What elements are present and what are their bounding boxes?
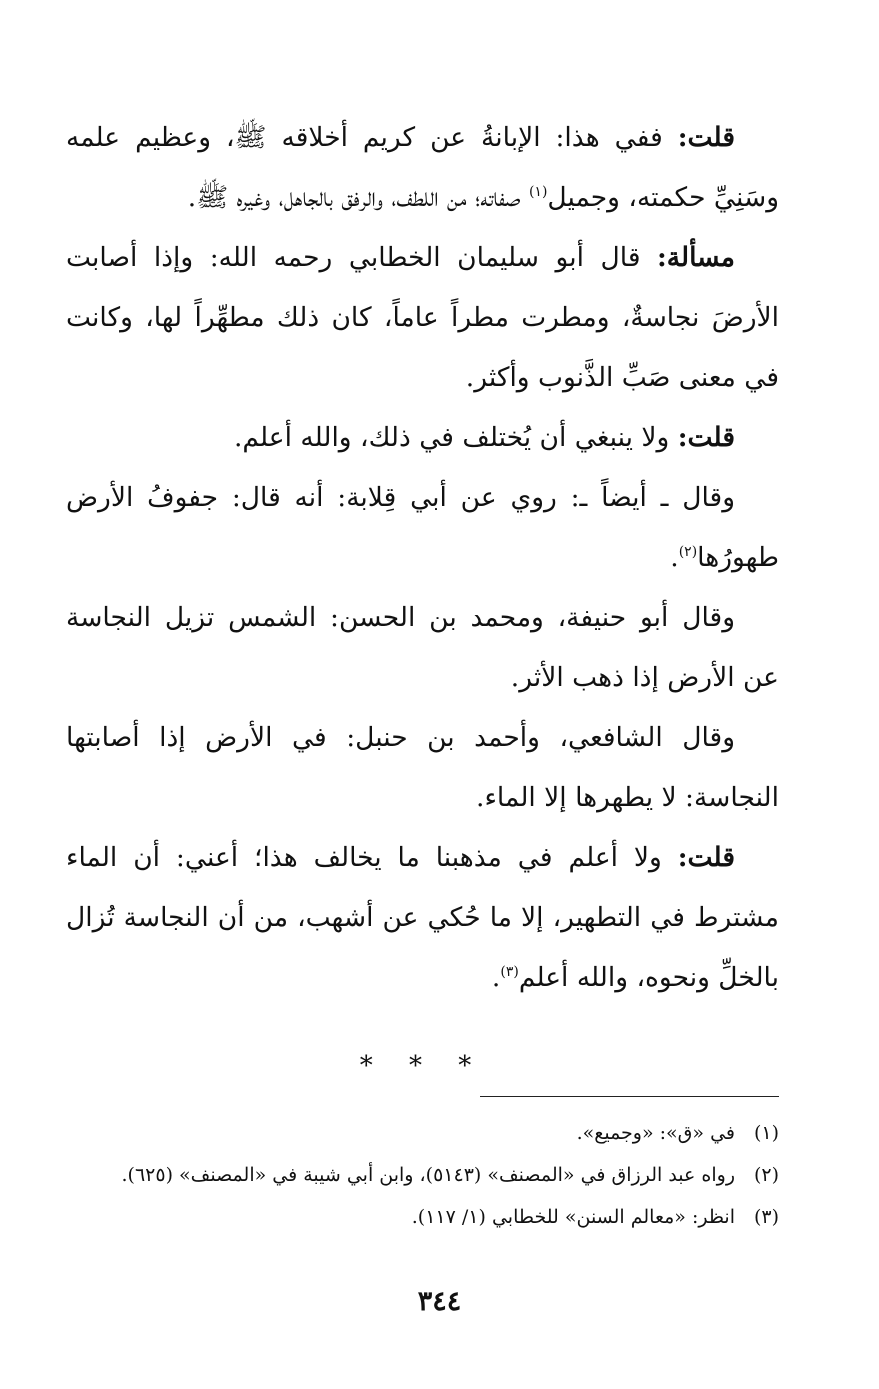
paragraph-text: ولا أعلم في مذهبنا ما يخالف هذا؛ أعني: أن الماء مشترط في التطهير، إلا ما حُكي عن أشهب، من أن النجاسة تُزال بالخلِّ ونحوه، والله أعلم: [66, 842, 779, 993]
paragraph-lead: قلت:: [677, 842, 735, 873]
paragraph-7: [66, 828, 779, 1008]
paragraph-tail: .: [670, 542, 679, 573]
paragraph-text: ففي هذا: الإبانةُ عن كريم أخلاقه ﷺ، وعظيم علمه وسَنِيِّ حكمته، وجميل: [66, 122, 779, 213]
footnote-number: (٣): [753, 1206, 779, 1228]
footnote-text: انظر: «معالم السنن» للخطابي (١/ ١١٧).: [411, 1206, 735, 1228]
footnote-text: رواه عبد الرزاق في «المصنف» (٥١٤٣)، وابن أبي شيبة في «المصنف» (٦٢٥).: [121, 1164, 735, 1186]
paragraph-lead: قلت:: [677, 422, 735, 453]
paragraph-5: [66, 588, 779, 708]
footnote-2: [20, 1154, 779, 1196]
paragraph-text: وقال ـ أيضاً ـ: روي عن أبي قِلابة: أنه قال: جفوفُ الأرض طهورُها: [66, 482, 779, 573]
footnote-divider: [480, 1096, 779, 1097]
footnote-number: (١): [753, 1122, 779, 1144]
paragraph-1: [66, 108, 779, 228]
footnote-text: في «ق»: «وجميع».: [576, 1122, 735, 1144]
footnotes: [20, 1112, 779, 1238]
paragraph-tail: صفاته؛ من اللطف، والرفق بالجاهل، وغيره ﷺ.: [187, 182, 529, 213]
paragraph-lead: مسألة:: [657, 242, 735, 273]
footnote-number: (٢): [753, 1164, 779, 1186]
footnote-ref[interactable]: (١): [528, 184, 548, 201]
paragraph-4: [66, 468, 779, 588]
paragraph-text: ولا ينبغي أن يُختلف في ذلك، والله أعلم.: [233, 422, 678, 453]
paragraph-lead: قلت:: [677, 122, 735, 153]
paragraph-6: [66, 708, 779, 828]
page-number: ٣٤٤: [417, 1286, 462, 1317]
paragraph-text: وقال أبو حنيفة، ومحمد بن الحسن: الشمس تزيل النجاسة عن الأرض إذا ذهب الأثر.: [66, 602, 779, 693]
paragraph-text: قال أبو سليمان الخطابي رحمه الله: وإذا أصابت الأرضَ نجاسةٌ، ومطرت مطراً عاماً، كان ذلك مطهِّراً لها، وكانت في معنى صَبِّ الذَّنوب وأكثر.: [66, 242, 779, 393]
footnote-1: [20, 1112, 779, 1154]
paragraph-tail: .: [491, 962, 501, 993]
paragraph-3: [66, 408, 779, 468]
paragraph-2: [66, 228, 779, 408]
footnote-ref[interactable]: (٢): [678, 544, 698, 561]
footnote-ref[interactable]: (٣): [500, 964, 519, 981]
main-text: [66, 108, 779, 1086]
footnote-3: [20, 1196, 779, 1238]
paragraph-text: وقال الشافعي، وأحمد بن حنبل: في الأرض إذا أصابتها النجاسة: لا يطهرها إلا الماء.: [66, 722, 779, 813]
section-separator: * * *: [359, 1051, 486, 1081]
